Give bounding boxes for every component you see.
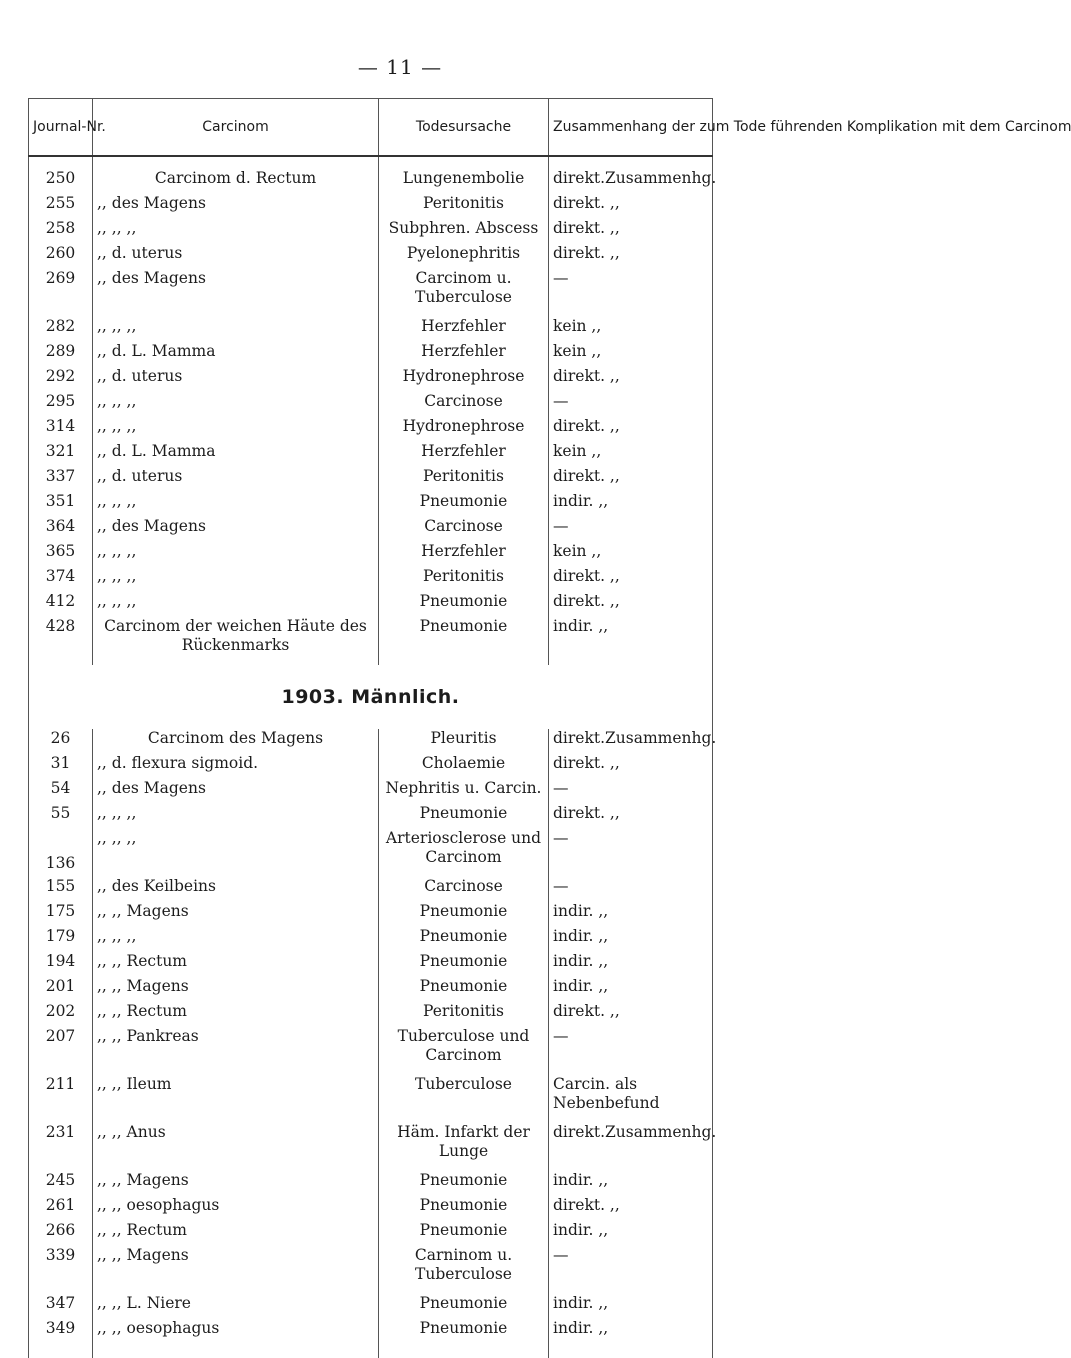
table-row <box>29 977 713 1002</box>
zusammenhang-cell: direkt. ,, <box>549 219 713 244</box>
table-row <box>29 877 713 902</box>
todesursache-cell: Peritonitis <box>379 194 549 219</box>
zusammenhang-cell: indir. ,, <box>549 977 713 1002</box>
table-row <box>29 342 713 367</box>
journal-nr-cell: 364 <box>29 517 93 542</box>
todesursache-cell: Peritonitis <box>379 467 549 492</box>
todesursache-cell: Carcinom u. Tuberculose <box>379 269 549 317</box>
zusammenhang-cell: direkt. ,, <box>549 1002 713 1027</box>
todesursache-cell: Carcinose <box>379 877 549 902</box>
table-row <box>29 592 713 617</box>
journal-nr-cell: 269 <box>29 269 93 317</box>
carcinom-cell: ,, ,, Anus <box>93 1123 379 1171</box>
carcinom-cell: ,, d. L. Mamma <box>93 442 379 467</box>
carcinom-cell: ,, ,, oesophagus <box>93 1196 379 1221</box>
zusammenhang-cell: kein ,, <box>549 542 713 567</box>
journal-nr-cell: 412 <box>29 592 93 617</box>
zusammenhang-cell: indir. ,, <box>549 952 713 977</box>
zusammenhang-cell: direkt. ,, <box>549 244 713 269</box>
journal-nr-cell: 211 <box>29 1075 93 1123</box>
zusammenhang-cell: indir. ,, <box>549 492 713 517</box>
carcinom-cell: ,, ,, Magens <box>93 977 379 1002</box>
zusammenhang-cell: — <box>549 829 713 877</box>
zusammenhang-cell: direkt. ,, <box>549 194 713 219</box>
table-row <box>29 902 713 927</box>
table-row <box>29 779 713 804</box>
table-row <box>29 617 713 665</box>
todesursache-cell: Pneumonie <box>379 592 549 617</box>
zusammenhang-cell: — <box>549 517 713 542</box>
zusammenhang-cell: direkt. ,, <box>549 367 713 392</box>
zusammenhang-cell: direkt.Zusammenhg. <box>549 169 713 194</box>
zusammenhang-cell: indir. ,, <box>549 902 713 927</box>
todesursache-cell: Tuberculose und Carcinom <box>379 1027 549 1075</box>
journal-nr-cell: 339 <box>29 1246 93 1294</box>
table-row <box>29 269 713 317</box>
zusammenhang-cell: kein ,, <box>549 317 713 342</box>
page-number: — 11 — <box>357 55 443 79</box>
table-row <box>29 1246 713 1294</box>
todesursache-cell: Pyelonephritis <box>379 244 549 269</box>
todesursache-cell: Pneumonie <box>379 1294 549 1319</box>
zusammenhang-cell: — <box>549 877 713 902</box>
table-row <box>29 392 713 417</box>
journal-nr-cell: 55 <box>29 804 93 829</box>
journal-nr-cell: 245 <box>29 1171 93 1196</box>
table-row <box>29 754 713 779</box>
carcinom-cell: ,, ,, Rectum <box>93 1002 379 1027</box>
todesursache-cell: Pneumonie <box>379 952 549 977</box>
journal-nr-cell: 207 <box>29 1027 93 1075</box>
journal-nr-cell: 194 <box>29 952 93 977</box>
table-row <box>29 1002 713 1027</box>
zusammenhang-cell: direkt. ,, <box>549 592 713 617</box>
journal-nr-cell: 54 <box>29 779 93 804</box>
journal-nr-cell: 314 <box>29 417 93 442</box>
table-body-section-a <box>29 156 717 665</box>
journal-nr-cell: 255 <box>29 194 93 219</box>
todesursache-cell: Pneumonie <box>379 1196 549 1221</box>
carcinom-cell: ,, ,, ,, <box>93 804 379 829</box>
zusammenhang-cell: direkt. ,, <box>549 1196 713 1221</box>
table-row <box>29 729 713 754</box>
todesursache-cell: Pneumonie <box>379 1221 549 1246</box>
zusammenhang-cell: — <box>549 269 713 317</box>
journal-nr-cell: 351 <box>29 492 93 517</box>
table-row <box>29 442 713 467</box>
journal-nr-cell: 179 <box>29 927 93 952</box>
todesursache-cell: Subphren. Abscess <box>379 219 549 244</box>
carcinom-cell: ,, des Magens <box>93 517 379 542</box>
journal-nr-cell: 266 <box>29 1221 93 1246</box>
zusammenhang-cell: Carcin. als Nebenbefund <box>549 1075 713 1123</box>
journal-nr-cell: 201 <box>29 977 93 1002</box>
zusammenhang-cell: indir. ,, <box>549 927 713 952</box>
zusammenhang-cell: — <box>549 392 713 417</box>
carcinom-cell: ,, ,, ,, <box>93 592 379 617</box>
carcinom-cell: ,, ,, L. Niere <box>93 1294 379 1319</box>
carcinom-cell: ,, ,, ,, <box>93 317 379 342</box>
todesursache-cell: Cholaemie <box>379 754 549 779</box>
carcinom-cell: ,, ,, ,, <box>93 417 379 442</box>
table-row <box>29 244 713 269</box>
carcinom-cell: ,, des Magens <box>93 194 379 219</box>
journal-nr-cell: 202 <box>29 1002 93 1027</box>
zusammenhang-cell: — <box>549 779 713 804</box>
todesursache-cell: Carcinose <box>379 517 549 542</box>
todesursache-cell: Nephritis u. Carcin. <box>379 779 549 804</box>
carcinom-cell: Carcinom d. Rectum <box>93 169 379 194</box>
table-row <box>29 1171 713 1196</box>
table-row <box>29 219 713 244</box>
carcinom-cell: ,, ,, Ileum <box>93 1075 379 1123</box>
todesursache-cell: Peritonitis <box>379 1002 549 1027</box>
journal-nr-cell: 250 <box>29 169 93 194</box>
zusammenhang-cell: indir. ,, <box>549 1294 713 1319</box>
journal-nr-cell: 31 <box>29 754 93 779</box>
carcinom-cell: ,, ,, Magens <box>93 902 379 927</box>
carcinom-cell: ,, ,, ,, <box>93 492 379 517</box>
todesursache-cell: Peritonitis <box>379 567 549 592</box>
journal-nr-cell: 349 <box>29 1319 93 1344</box>
journal-nr-cell: 261 <box>29 1196 93 1221</box>
todesursache-cell: Pneumonie <box>379 492 549 517</box>
header-carcinom: Carcinom <box>93 99 379 157</box>
table-row <box>29 1221 713 1246</box>
table-row <box>29 194 713 219</box>
todesursache-cell: Lungenembolie <box>379 169 549 194</box>
table-row <box>29 1123 713 1171</box>
zusammenhang-cell: direkt. ,, <box>549 754 713 779</box>
carcinom-cell: ,, ,, Rectum <box>93 1221 379 1246</box>
carcinom-cell: ,, ,, Magens <box>93 1246 379 1294</box>
carcinom-cell: ,, ,, oesophagus <box>93 1319 379 1344</box>
table-row <box>29 467 713 492</box>
table-header <box>29 99 1071 157</box>
table-row <box>29 804 713 829</box>
todesursache-cell: Pneumonie <box>379 902 549 927</box>
data-table <box>28 98 1071 1358</box>
table-row <box>29 367 713 392</box>
carcinom-cell: Carcinom des Magens <box>93 729 379 754</box>
table-row <box>29 542 713 567</box>
carcinom-cell: ,, ,, ,, <box>93 219 379 244</box>
table-row <box>29 927 713 952</box>
section-heading-row <box>29 665 713 729</box>
carcinom-cell: ,, ,, ,, <box>93 567 379 592</box>
carcinom-cell: ,, ,, Magens <box>93 1171 379 1196</box>
table-row <box>29 1196 713 1221</box>
table-row <box>29 417 713 442</box>
carcinom-cell: ,, des Keilbeins <box>93 877 379 902</box>
journal-nr-cell: 295 <box>29 392 93 417</box>
carcinom-cell: ,, ,, ,, <box>93 927 379 952</box>
table-row <box>29 829 713 877</box>
zusammenhang-cell: kein ,, <box>549 442 713 467</box>
table-row <box>29 492 713 517</box>
table-row <box>29 317 713 342</box>
carcinom-cell: ,, d. uterus <box>93 467 379 492</box>
zusammenhang-cell: indir. ,, <box>549 1171 713 1196</box>
zusammenhang-cell: direkt. ,, <box>549 467 713 492</box>
zusammenhang-cell: — <box>549 1027 713 1075</box>
carcinom-cell: ,, ,, Rectum <box>93 952 379 977</box>
zusammenhang-cell: direkt. ,, <box>549 567 713 592</box>
table-row <box>29 952 713 977</box>
zusammenhang-cell: — <box>549 1246 713 1294</box>
journal-nr-cell: 289 <box>29 342 93 367</box>
zusammenhang-cell: direkt. ,, <box>549 417 713 442</box>
journal-nr-cell: 321 <box>29 442 93 467</box>
table-row <box>29 1319 713 1344</box>
carcinom-cell: ,, ,, ,, <box>93 829 379 877</box>
todesursache-cell: Herzfehler <box>379 317 549 342</box>
carcinom-cell: ,, des Magens <box>93 779 379 804</box>
zusammenhang-cell: indir. ,, <box>549 1221 713 1246</box>
todesursache-cell: Tuberculose <box>379 1075 549 1123</box>
journal-nr-cell: 175 <box>29 902 93 927</box>
journal-nr-cell: 155 <box>29 877 93 902</box>
table-row <box>29 1075 713 1123</box>
todesursache-cell: Hydronephrose <box>379 417 549 442</box>
todesursache-cell: Pneumonie <box>379 804 549 829</box>
journal-nr-cell: 374 <box>29 567 93 592</box>
journal-nr-cell: 258 <box>29 219 93 244</box>
todesursache-cell: Arteriosclerose und Carcinom <box>379 829 549 877</box>
journal-nr-cell: 260 <box>29 244 93 269</box>
header-todesursache: Todesursache <box>379 99 549 157</box>
todesursache-cell: Pneumonie <box>379 927 549 952</box>
table-row <box>29 567 713 592</box>
journal-nr-cell: 26 <box>29 729 93 754</box>
carcinom-cell: ,, d. uterus <box>93 244 379 269</box>
todesursache-cell: Herzfehler <box>379 442 549 467</box>
journal-nr-cell: 365 <box>29 542 93 567</box>
todesursache-cell: Hydronephrose <box>379 367 549 392</box>
todesursache-cell: Pleuritis <box>379 729 549 754</box>
zusammenhang-cell: direkt. ,, <box>549 804 713 829</box>
todesursache-cell: Pneumonie <box>379 1171 549 1196</box>
zusammenhang-cell: kein ,, <box>549 342 713 367</box>
journal-nr-cell: 347 <box>29 1294 93 1319</box>
journal-nr-cell: 231 <box>29 1123 93 1171</box>
table-row <box>29 1027 713 1075</box>
zusammenhang-cell: indir. ,, <box>549 617 713 665</box>
zusammenhang-cell: direkt.Zusammenhg. <box>549 1123 713 1171</box>
todesursache-cell: Herzfehler <box>379 542 549 567</box>
carcinom-cell: ,, d. uterus <box>93 367 379 392</box>
zusammenhang-cell: direkt.Zusammenhg. <box>549 729 713 754</box>
todesursache-cell: Carcinose <box>379 392 549 417</box>
journal-nr-cell: 337 <box>29 467 93 492</box>
todesursache-cell: Herzfehler <box>379 342 549 367</box>
todesursache-cell: Pneumonie <box>379 1319 549 1344</box>
header-zusammenhang: Zusammenhang der zum Tode führenden Komplikation mit dem Carcinom <box>549 99 713 157</box>
todesursache-cell: Carninom u. Tuberculose <box>379 1246 549 1294</box>
journal-nr-cell: 282 <box>29 317 93 342</box>
header-journal-nr: Journal-Nr. <box>29 99 93 157</box>
carcinom-cell: ,, ,, ,, <box>93 392 379 417</box>
carcinom-cell: ,, ,, Pankreas <box>93 1027 379 1075</box>
table-row <box>29 169 713 194</box>
table-row <box>29 517 713 542</box>
todesursache-cell: Häm. Infarkt der Lunge <box>379 1123 549 1171</box>
journal-nr-cell: 428 <box>29 617 93 665</box>
carcinom-cell: ,, des Magens <box>93 269 379 317</box>
carcinom-cell: ,, ,, ,, <box>93 542 379 567</box>
todesursache-cell: Pneumonie <box>379 977 549 1002</box>
table-body-section-b <box>29 729 717 1344</box>
todesursache-cell: Pneumonie <box>379 617 549 665</box>
journal-nr-cell: 136 <box>29 829 93 877</box>
carcinom-cell: ,, d. L. Mamma <box>93 342 379 367</box>
zusammenhang-cell: indir. ,, <box>549 1319 713 1344</box>
journal-nr-cell: 292 <box>29 367 93 392</box>
section-heading-1903: 1903. Männlich. <box>29 665 713 729</box>
table-row <box>29 1294 713 1319</box>
carcinom-cell: Carcinom der weichen Häute des Rückenmarks <box>93 617 379 665</box>
carcinom-cell: ,, d. flexura sigmoid. <box>93 754 379 779</box>
